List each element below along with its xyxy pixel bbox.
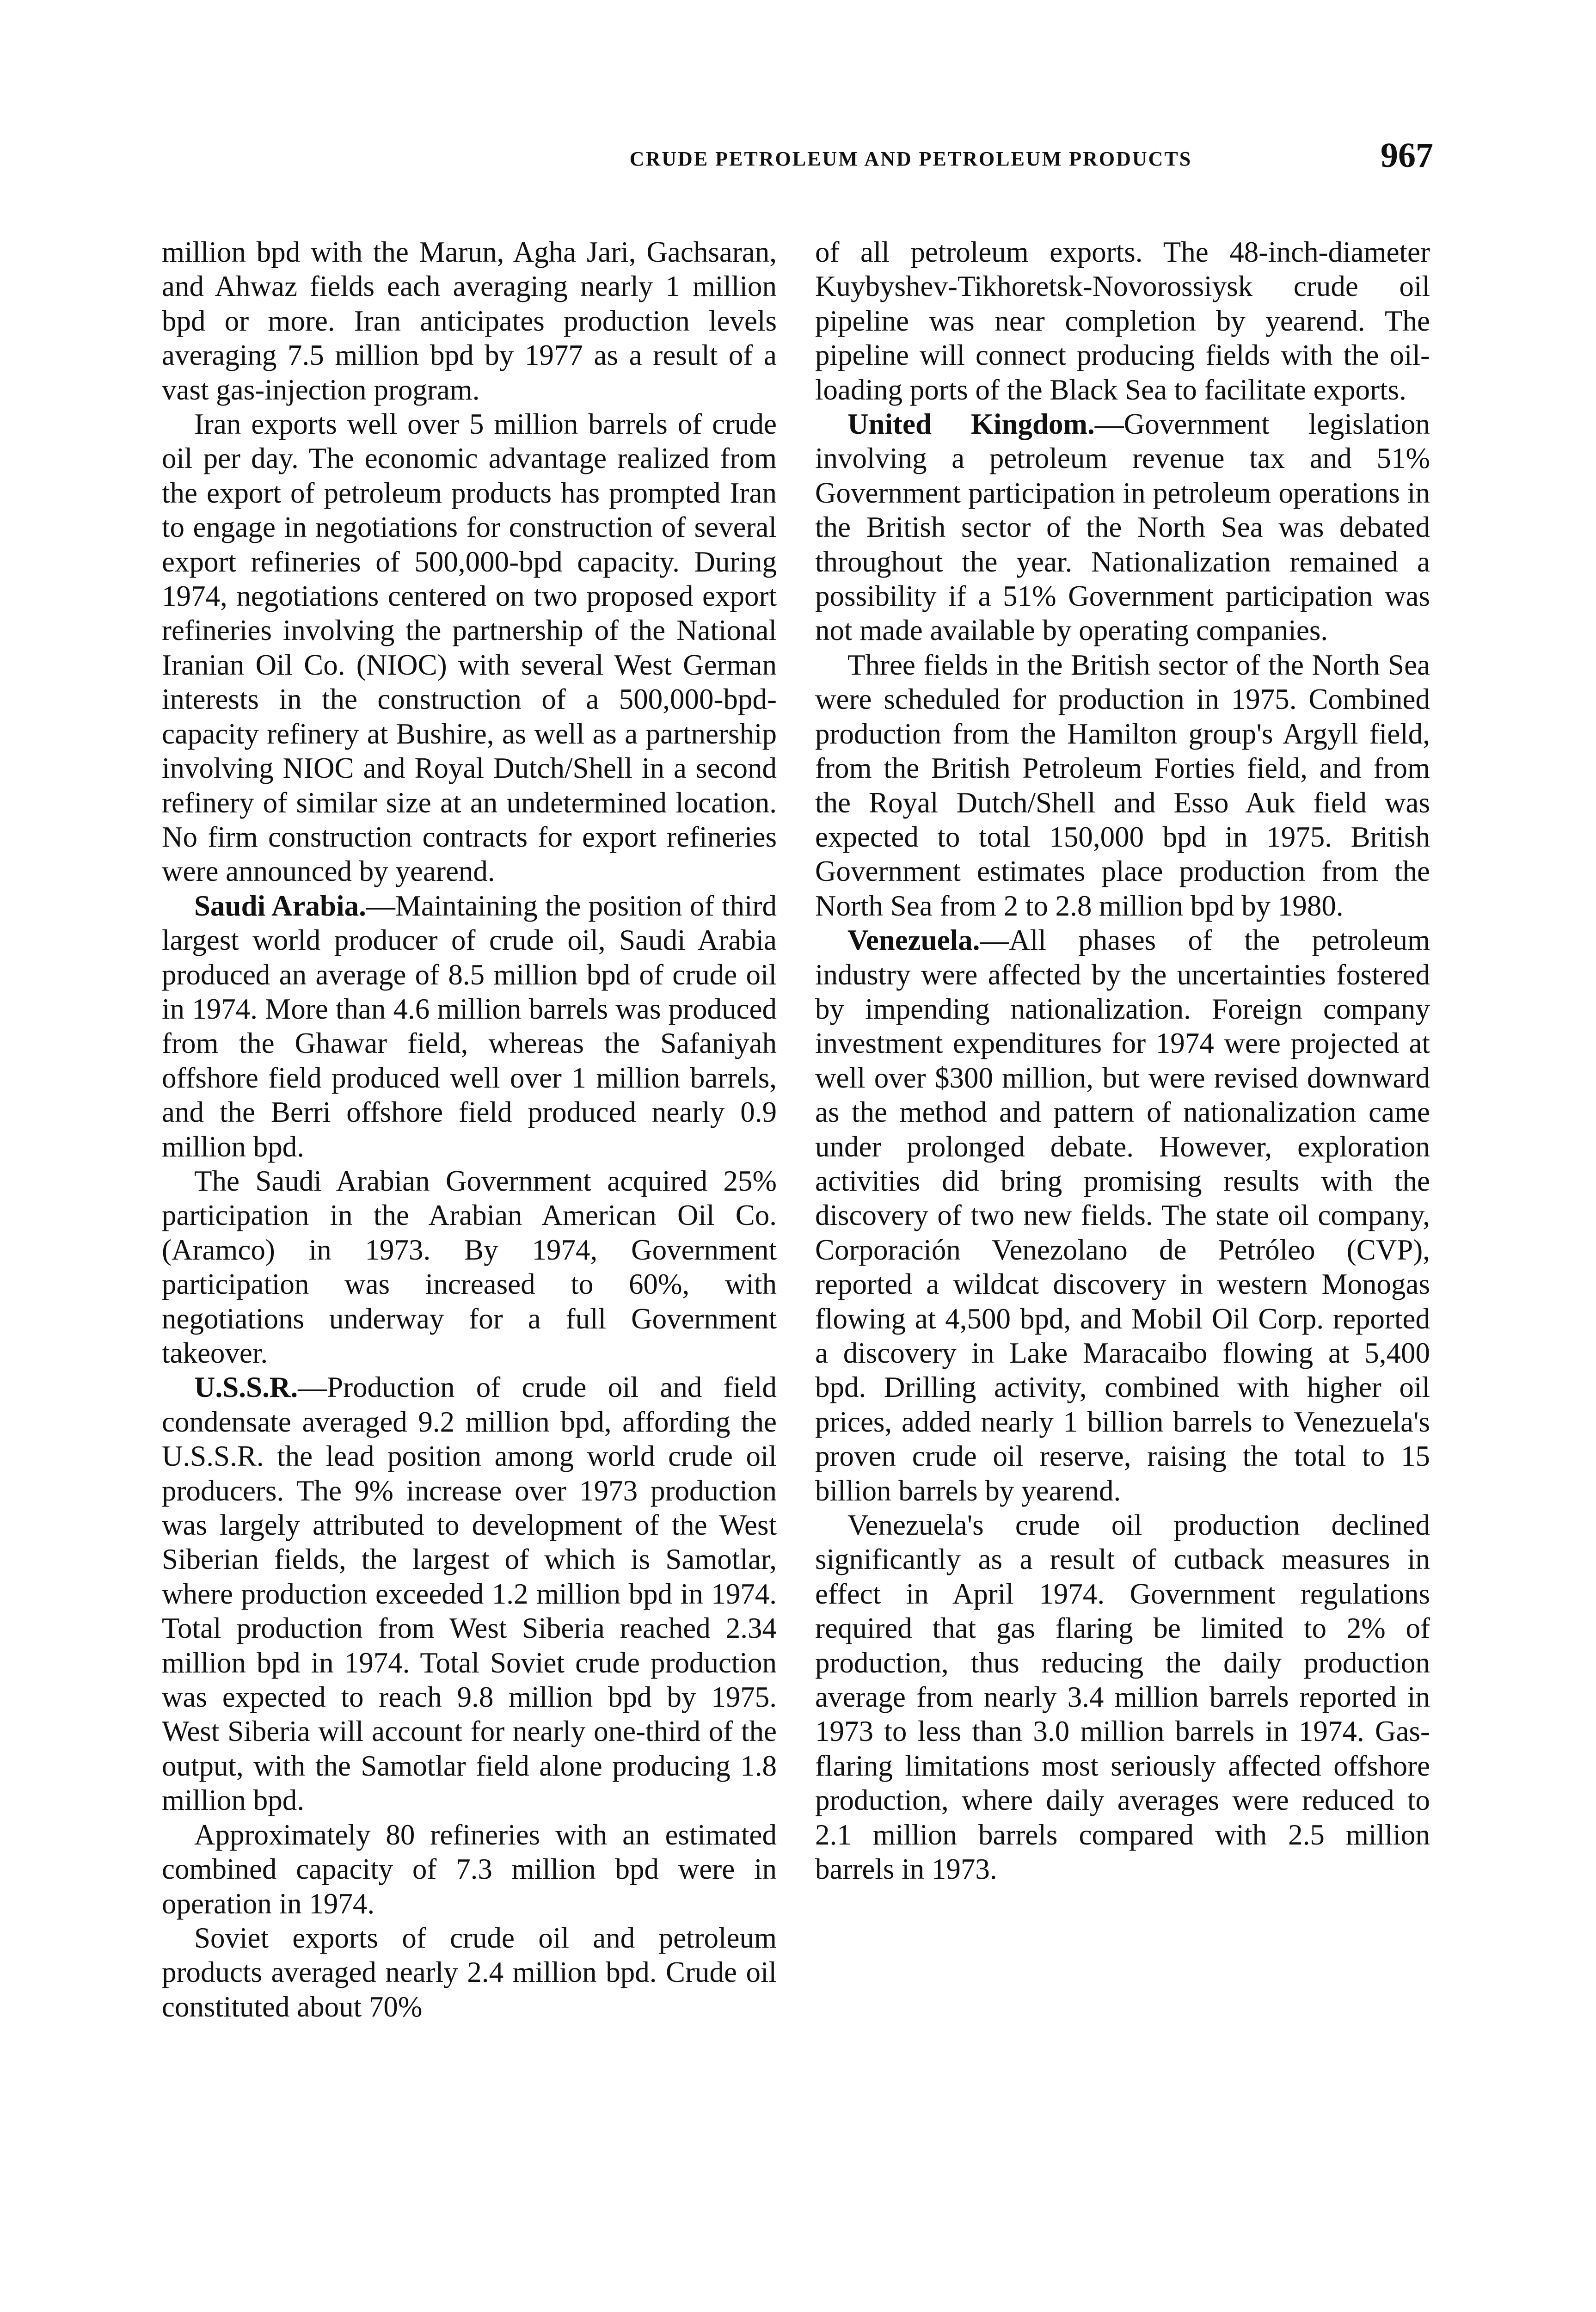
right-column <box>815 235 1430 1887</box>
paragraph-iran-exports <box>162 407 777 889</box>
running-head-title: CRUDE PETROLEUM AND PETROLEUM PRODUCTS <box>629 148 1192 170</box>
paragraph-text: —Production of crude oil and field condensate averaged 9.2 million bpd, affording the U.S.S.R. the lead position among world crude oil producers. The 9% increase over 1973 production was largely attributed to development of the West Siberian fields, the largest of which is Samotlar, where production exceeded 1.2 million bpd in 1974. Total production from West Siberia reached 2.34 million bpd in 1974. Total Soviet crude production was expected to reach 9.8 million bpd by 1975. West Siberia will account for nearly one-third of the output, with the Samotlar field alone producing 1.8 million bpd. <box>162 1371 777 1817</box>
paragraph-ussr <box>162 1370 777 1817</box>
paragraph-text: —All phases of the petroleum industry were affected by the uncertainties fostered by impending nationalization. Foreign company investment expenditures for 1974 were projected at well over $300 million, but were revised downward as the method and pattern of nationalization came under prolonged debate. However, exploration activities did bring promising results with the discovery of two new fields. The state oil company, Corporación Venezolano de Petróleo (CVP), reported a wildcat discovery in western Monogas flowing at 4,500 bpd, and Mobil Oil Corp. reported a discovery in Lake Maracaibo flowing at 5,400 bpd. Drilling activity, combined with higher oil prices, added nearly 1 billion barrels to Venezuela's proven crude oil reserve, raising the total to 15 billion barrels by yearend. <box>815 924 1430 1507</box>
paragraph-saudi-participation <box>162 1164 777 1370</box>
paragraph-text: million bpd with the Marun, Agha Jari, Gachsaran, and Ahwaz fields each averaging nearly 1 million bpd or more. Iran anticipates production levels averaging 7.5 million bpd by 1977 as a result of a vast gas-injection program. <box>162 236 777 406</box>
paragraph-iran-production <box>162 235 777 407</box>
left-column <box>162 235 777 2024</box>
paragraph-north-sea-fields <box>815 648 1430 923</box>
section-heading-ussr: U.S.S.R. <box>194 1371 298 1404</box>
page-number: 967 <box>1381 136 1433 175</box>
paragraph-soviet-pipeline <box>815 235 1430 407</box>
paragraph-text: Venezuela's crude oil production declined significantly as a result of cutback measures in effect in April 1974. Government regulations required that gas flaring be limited to 2% of production, thus reducing the daily production average from nearly 3.4 million barrels reported in 1973 to less than 3.0 million barrels in 1974. Gas-flaring limitations most seriously affected offshore production, where daily averages were reduced to 2.1 million barrels compared with 2.5 million barrels in 1973. <box>815 1509 1430 1886</box>
paragraph-text: Three fields in the British sector of the North Sea were scheduled for production in 1975. Combined production from the Hamilton group's Argyll field, from the British Petroleum Forties field, and from the Royal Dutch/Shell and Esso Auk field was expected to total 150,000 bpd in 1975. British Government estimates place production from the North Sea from 2 to 2.8 million bpd by 1980. <box>815 648 1430 922</box>
section-heading-venezuela: Venezuela. <box>847 924 980 957</box>
paragraph-text: The Saudi Arabian Government acquired 25% participation in the Arabian American Oil Co. (Aramco) in 1973. By 1974, Government participation was increased to 60%, with negotiations underway for a full Government takeover. <box>162 1164 777 1369</box>
paragraph-soviet-exports <box>162 1921 777 2024</box>
paragraph-text: of all petroleum exports. The 48-inch-diameter Kuybyshev-Tikhoretsk-Novorossiysk crude oil pipeline was near completion by yearend. The pipeline will connect producing fields with the oil-loading ports of the Black Sea to facilitate exports. <box>815 236 1430 406</box>
paragraph-text: —Maintaining the position of third largest world producer of crude oil, Saudi Arabia produced an average of 8.5 million bpd of crude oil in 1974. More than 4.6 million barrels was produced from the Ghawar field, whereas the Safaniyah offshore field produced well over 1 million barrels, and the Berri offshore field produced nearly 0.9 million bpd. <box>162 889 777 1163</box>
paragraph-text: Approximately 80 refineries with an estimated combined capacity of 7.3 million bpd were in operation in 1974. <box>162 1818 777 1920</box>
paragraph-text: Soviet exports of crude oil and petroleum products averaged nearly 2.4 million bpd. Crude oil constituted about 70% <box>162 1921 777 2023</box>
paragraph-saudi-arabia <box>162 889 777 1164</box>
paragraph-text: —Government legislation involving a petroleum revenue tax and 51% Government participation in petroleum operations in the British sector of the North Sea was debated throughout the year. Nationalization remained a possibility if a 51% Government participation was not made available by operating companies. <box>815 408 1430 647</box>
paragraph-ussr-refineries <box>162 1818 777 1921</box>
paragraph-text: Iran exports well over 5 million barrels of crude oil per day. The economic advantage realized from the export of petroleum products has prompted Iran to engage in negotiations for construction of several export refineries of 500,000-bpd capacity. During 1974, negotiations centered on two proposed export refineries involving the partnership of the National Iranian Oil Co. (NIOC) with several West German interests in the construction of a 500,000-bpd-capacity refinery at Bushire, as well as a partnership involving NIOC and Royal Dutch/Shell in a second refinery of similar size at an undetermined location. No firm construction contracts for export refineries were announced by yearend. <box>162 408 777 888</box>
paragraph-venezuela <box>815 923 1430 1508</box>
paragraph-united-kingdom <box>815 407 1430 648</box>
section-heading-united-kingdom: United Kingdom. <box>847 408 1095 441</box>
paragraph-venezuela-production <box>815 1508 1430 1886</box>
section-heading-saudi-arabia: Saudi Arabia. <box>194 889 366 922</box>
